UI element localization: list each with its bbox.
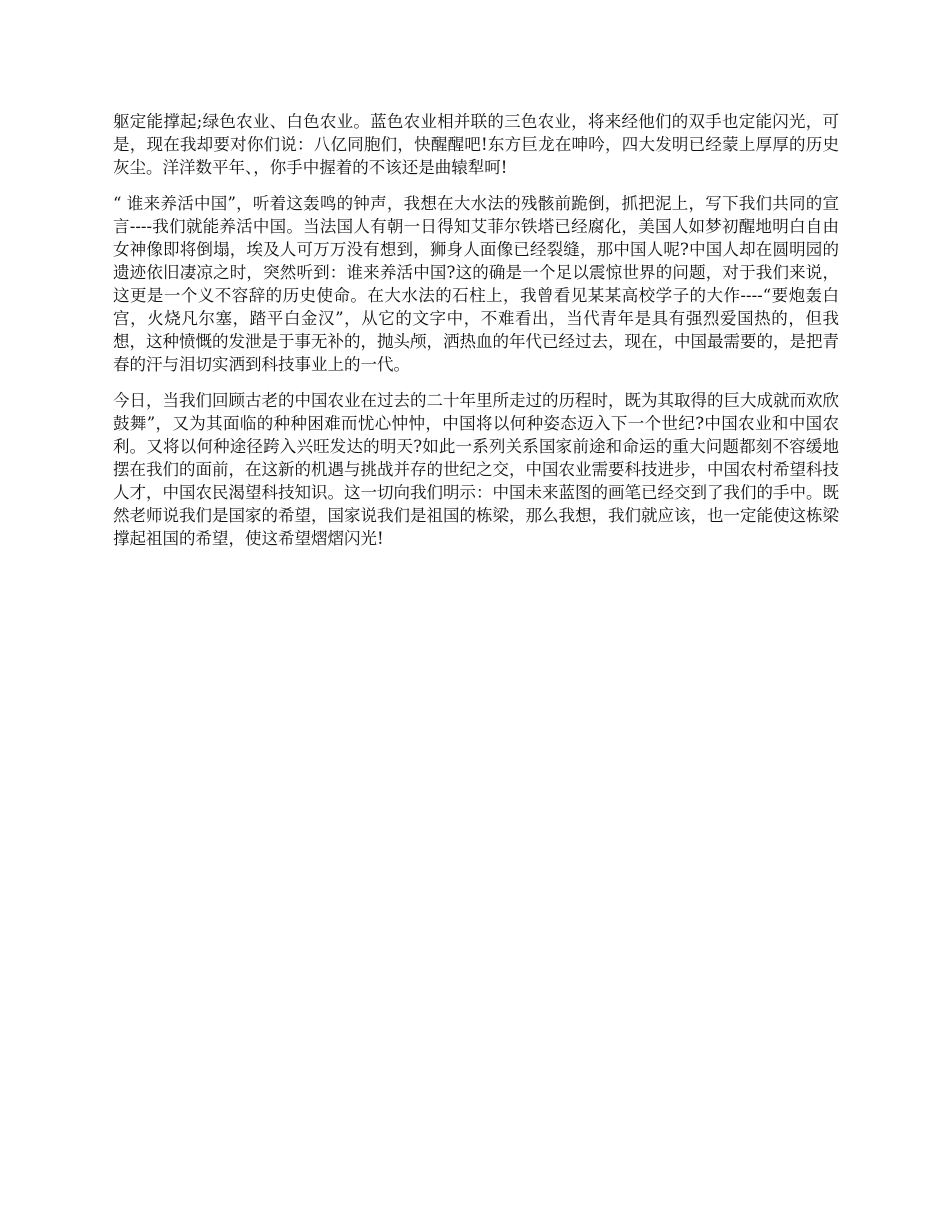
paragraph-1: 躯定能撑起;绿色农业、白色农业。蓝色农业相并联的三色农业，将来经他们的双手也定能闪光，可是，现在我却要对你们说：八亿同胞们，快醒醒吧!东方巨龙在呻吟，四大发明已经蒙上厚厚的历史灰尘。洋洋数平年、，你手中握着的不该还是曲辕犁呵! [113,112,839,177]
paragraph-2: “ 谁来养活中国”，听着这轰鸣的钟声，我想在大水法的残骸前跪倒，抓把泥上，写下我们共同的宣言----我们就能养活中国。当法国人有朝一日得知艾菲尔铁塔已经腐化，美国人如梦初醒地明白自由女神像即将倒塌，埃及人可万万没有想到，狮身人面像已经裂缝，那中国人呢?中国人却在圆明园的遗迹依旧凄凉之时，突然听到：谁来养活中国?这的确是一个足以震惊世界的问题，对于我们来说，这更是一个义不容辞的历史使命。在大水法的石柱上，我曾看见某某高校学子的大作----“要炮轰白宫，火烧凡尔塞，踏平白金汉”，从它的文字中，不难看出，当代青年是具有强烈爱国热的，但我想，这种愤慨的发泄是于事无补的，抛头颅，洒热血的年代已经过去，现在，中国最需要的，是把青春的汗与泪切实洒到科技事业上的一代。 [113,194,839,374]
document-body [113,110,839,563]
paragraph-3: 今日，当我们回顾古老的中国农业在过去的二十年里所走过的历程时，既为其取得的巨大成就而欢欣鼓舞”，又为其面临的种种困难而忧心忡忡，中国将以何种姿态迈入下一个世纪?中国农业和中国农利。又将以何种途径跨入兴旺发达的明天?如此一系列关系国家前途和命运的重大问题都刻不容缓地摆在我们的面前，在这新的机遇与挑战并存的世纪之交，中国农业需要科技进步，中国农村希望科技人才，中国农民渴望科技知识。这一切向我们明示：中国未来蓝图的画笔已经交到了我们的手中。既然老师说我们是国家的希望，国家说我们是祖国的栋梁，那么我想，我们就应该，也一定能使这栋梁撑起祖国的希望，使这希望熠熠闪光! [113,391,839,548]
